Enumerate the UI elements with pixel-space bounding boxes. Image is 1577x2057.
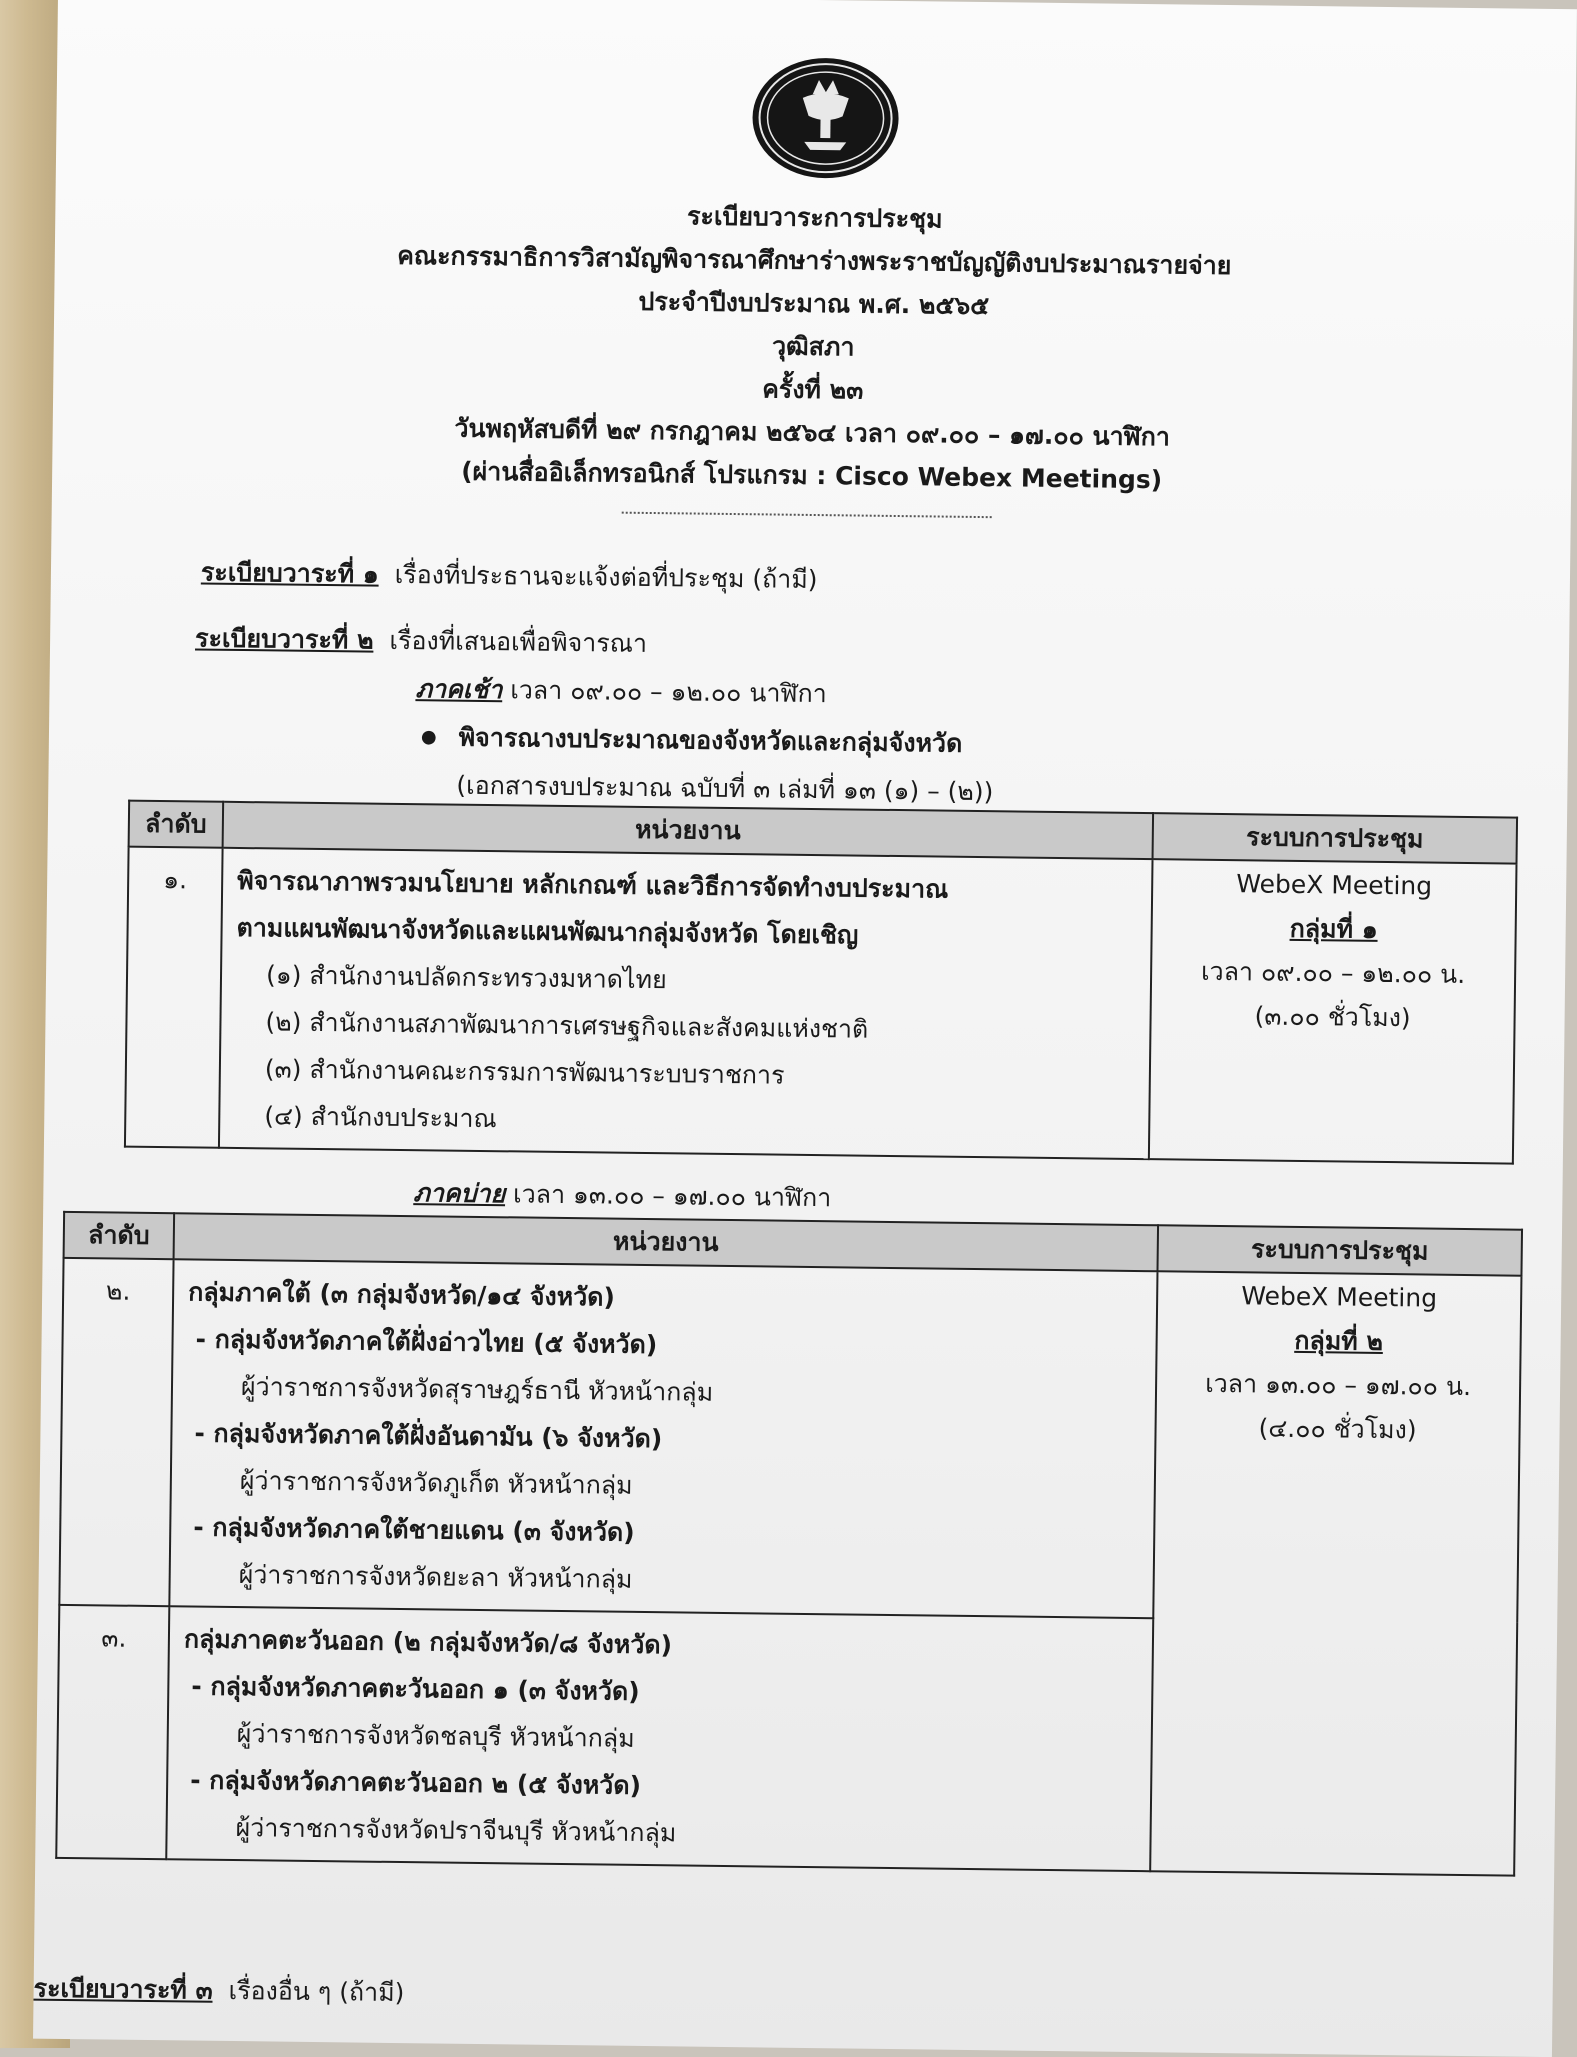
group-label: กลุ่มที่ ๒ [1294, 1325, 1384, 1357]
order-header: ลำดับ [129, 801, 224, 848]
agenda-text: เรื่องที่เสนอเพื่อพิจารณา [389, 625, 648, 658]
meeting-medium: (ผ่านสื่ออิเล็กทรอนิกส์ โปรแกรม : Cisco Webex Meetings) [461, 456, 1163, 495]
afternoon-session-line [413, 1173, 831, 1218]
province-group: - กลุ่มจังหวัดภาคตะวันออก ๒ (๕ จังหวัด) [190, 1765, 642, 1800]
morning-bullet: ● พิจารณางบประมาณของจังหวัดและกลุ่มจังหวัด [421, 717, 963, 764]
session-time: เวลา ๑๓.๐๐ – ๑๗.๐๐ น. [1205, 1368, 1472, 1402]
row-main-text: ตามแผนพัฒนาจังหวัดและแผนพัฒนากลุ่มจังหวัด โดยเชิญ [236, 912, 859, 950]
order-header: ลำดับ [64, 1212, 175, 1259]
agenda-text: เรื่องที่ประธานจะแจ้งต่อที่ประชุม (ถ้ามี) [394, 559, 818, 595]
unit-header: หน่วยงาน [223, 802, 1153, 859]
session-time: เวลา ๐๙.๐๐ – ๑๒.๐๐ น. [1200, 956, 1466, 989]
meeting-system-cell [1150, 1271, 1521, 1875]
morning-label: ภาคเช้า [415, 674, 503, 705]
table-row [59, 1258, 1521, 1623]
region-group: กลุ่มภาคใต้ (๓ กลุ่มจังหวัด/๑๔ จังหวัด) [187, 1277, 616, 1312]
afternoon-time: เวลา ๑๓.๐๐ – ๑๗.๐๐ นาฬิกา [512, 1179, 832, 1213]
parliament-emblem-icon [752, 57, 899, 179]
row-unit [169, 1259, 1157, 1618]
document-page [33, 0, 1577, 2057]
morning-session-line [415, 669, 827, 714]
row-number: ๑. [125, 847, 223, 1148]
row-main-text: พิจารณาภาพรวมนโยบาย หลักเกณฑ์ และวิธีการจัดทำงบประมาณ [237, 865, 949, 904]
table-row [125, 847, 1517, 1164]
agenda-text: เรื่องอื่น ๆ (ถ้ามี) [228, 1975, 405, 2008]
region-group: กลุ่มภาคตะวันออก (๒ กลุ่มจังหวัด/๘ จังหวัด) [183, 1624, 673, 1660]
invited-agency: (๑) สำนักงานปลัดกระทรวงมหาดไทย [265, 960, 667, 995]
morning-time: เวลา ๐๙.๐๐ – ๑๒.๐๐ นาฬิกา [510, 675, 827, 709]
row-number: ๓. [56, 1605, 169, 1859]
agenda-label: ระเบียบวาระที่ ๒ [194, 623, 374, 655]
group-label: กลุ่มที่ ๑ [1289, 913, 1378, 944]
province-group: - กลุ่มจังหวัดภาคใต้ชายแดน (๓ จังหวัด) [193, 1512, 635, 1547]
group-head: ผู้ว่าราชการจังหวัดชลบุรี หัวหน้ากลุ่ม [236, 1719, 635, 1753]
province-group: - กลุ่มจังหวัดภาคตะวันออก ๑ (๓ จังหวัด) [191, 1671, 640, 1706]
row-unit [166, 1606, 1153, 1871]
agenda-label: ระเบียบวาระที่ ๓ [33, 1973, 213, 2005]
budget-doc-ref: (เอกสารงบประมาณ ฉบับที่ ๓ เล่มที่ ๑๓ (๑) – (๒)) [456, 770, 994, 807]
system-header: ระบบการประชุม [1157, 1225, 1522, 1275]
agenda-item-2 [195, 618, 647, 664]
session-duration: (๔.๐๐ ชั่วโมง) [1258, 1413, 1417, 1445]
province-group: - กลุ่มจังหวัดภาคใต้ฝั่งอ่าวไทย (๕ จังหวัด) [195, 1324, 658, 1360]
afternoon-label: ภาคบ่าย [413, 1178, 506, 1209]
afternoon-schedule-table [55, 1211, 1523, 1877]
chamber-name: วุฒิสภา [771, 331, 855, 362]
unit-header: หน่วยงาน [174, 1213, 1158, 1271]
agenda-item-3 [33, 1969, 404, 2014]
invited-agency: (๒) สำนักงานสภาพัฒนาการเศรษฐกิจและสังคมแห่งชาติ [265, 1007, 869, 1044]
group-head: ผู้ว่าราชการจังหวัดยะลา หัวหน้ากลุ่ม [238, 1560, 633, 1594]
row-unit [219, 848, 1153, 1159]
session-number: ครั้งที่ ๒๓ [762, 374, 864, 405]
group-head: ผู้ว่าราชการจังหวัดภูเก็ต หัวหน้ากลุ่ม [239, 1466, 633, 1500]
morning-schedule-table [124, 800, 1518, 1165]
fiscal-year: ประจำปีงบประมาณ พ.ศ. ๒๕๖๕ [638, 286, 990, 321]
meeting-date-time: วันพฤหัสบดีที่ ๒๙ กรกฎาคม ๒๕๖๔ เวลา ๐๙.๐๐ – ๑๗.๐๐ นาฬิกา [454, 413, 1171, 452]
province-group: - กลุ่มจังหวัดภาคใต้ฝั่งอันดามัน (๖ จังหวัด) [194, 1418, 663, 1454]
platform-name: WebeX Meeting [1236, 869, 1433, 901]
agenda-item-1 [201, 553, 818, 601]
platform-name: WebeX Meeting [1241, 1281, 1438, 1313]
invited-agency: (๓) สำนักงานคณะกรรมการพัฒนาระบบราชการ [264, 1054, 785, 1090]
dotted-divider [622, 512, 992, 519]
session-duration: (๓.๐๐ ชั่วโมง) [1254, 1001, 1411, 1033]
agenda-label: ระเบียบวาระที่ ๑ [200, 557, 379, 589]
row-number: ๒. [59, 1258, 173, 1606]
group-head: ผู้ว่าราชการจังหวัดปราจีนบุรี หัวหน้ากลุ่ม [235, 1813, 677, 1848]
committee-name: คณะกรรมาธิการวิสามัญพิจารณาศึกษาร่างพระราชบัญญัติงบประมาณรายจ่าย [397, 240, 1232, 281]
invited-agency: (๔) สำนักงบประมาณ [264, 1101, 497, 1134]
meeting-system-cell [1149, 859, 1517, 1163]
group-head: ผู้ว่าราชการจังหวัดสุราษฎร์ธานี หัวหน้ากลุ่ม [240, 1372, 714, 1407]
agenda-title: ระเบียบวาระการประชุม [686, 201, 943, 234]
system-header: ระบบการประชุม [1153, 813, 1518, 863]
